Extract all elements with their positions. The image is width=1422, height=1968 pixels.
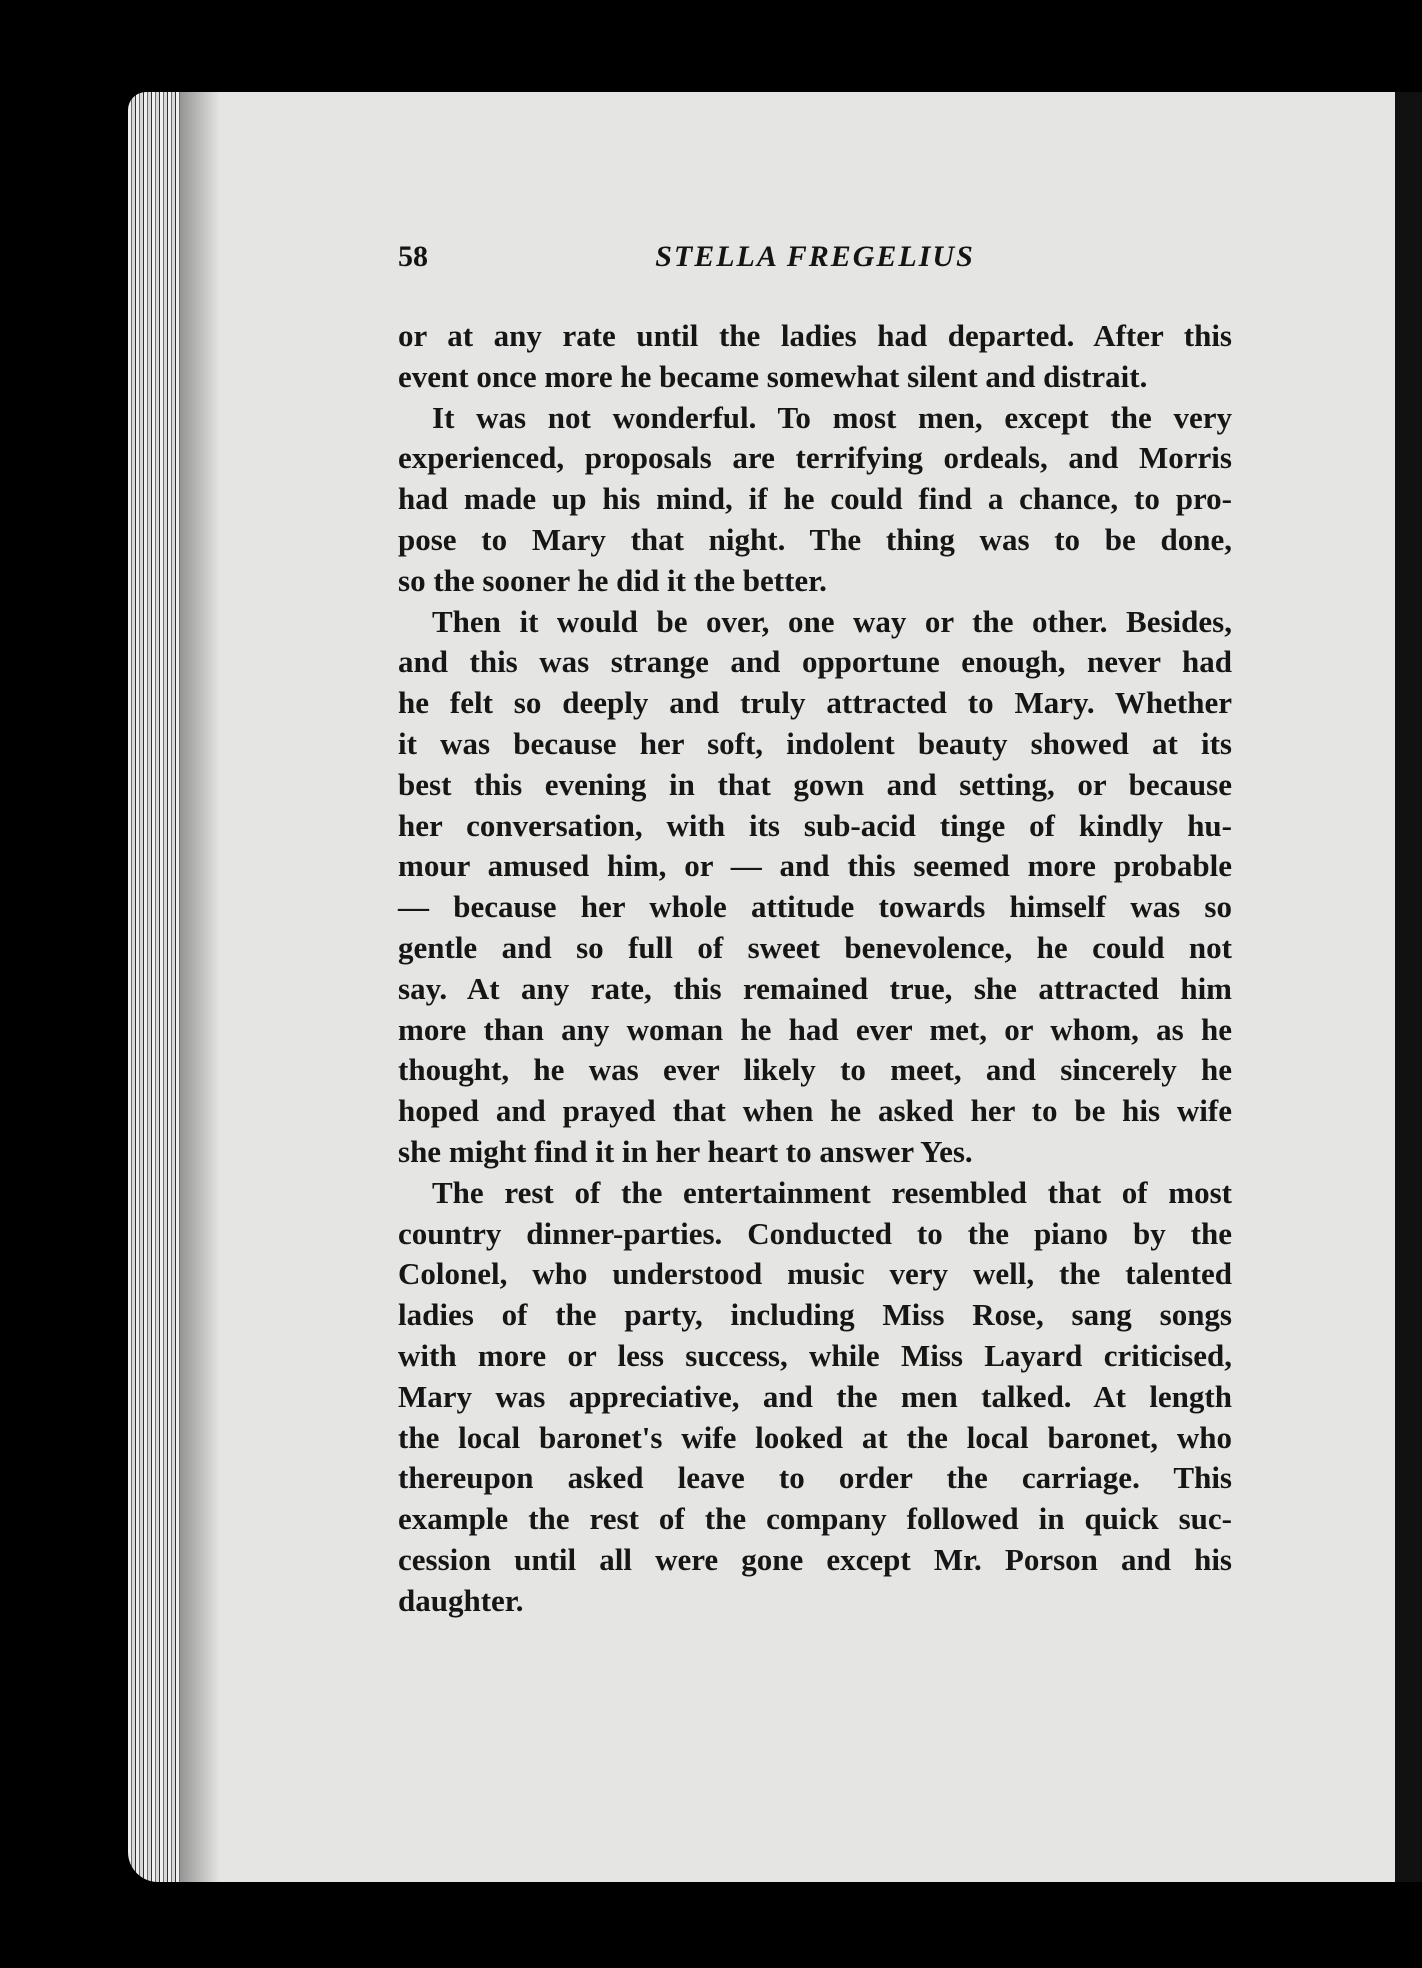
running-header [398, 240, 1232, 284]
text-line: best this evening in that gown and setting, or because [398, 766, 1232, 802]
text-line: Colonel, who understood music very well, the talented [398, 1256, 1232, 1292]
text-line: example the rest of the company followed in quick suc- [398, 1501, 1232, 1537]
text-line: it was because her soft, indolent beauty showed at its [398, 725, 1232, 761]
text-line: country dinner-parties. Conducted to the piano by the [398, 1215, 1232, 1251]
text-line: The rest of the entertainment resembled that of most [432, 1174, 1232, 1210]
text-line: and this was strange and opportune enough, never had [398, 644, 1232, 680]
text-line: mour amused him, or — and this seemed more probable [398, 848, 1232, 884]
text-line: hoped and prayed that when he asked her to be his wife [398, 1093, 1232, 1129]
text-line: with more or less success, while Miss Layard criticised, [398, 1337, 1232, 1373]
text-line: Then it would be over, one way or the other. Besides, [432, 603, 1232, 639]
text-line: or at any rate until the ladies had departed. After this [398, 318, 1232, 353]
text-line: say. At any rate, this remained true, she attracted him [398, 970, 1232, 1006]
text-line: thought, he was ever likely to meet, and sincerely he [398, 1052, 1232, 1088]
text-line: pose to Mary that night. The thing was to be done, [398, 521, 1232, 557]
text-line: so the sooner he did it the better. [398, 562, 827, 598]
text-line: — because her whole attitude towards himself was so [398, 889, 1232, 925]
text-line: experienced, proposals are terrifying ordeals, and Morris [398, 440, 1232, 476]
text-line: Mary was appreciative, and the men talked. At length [398, 1378, 1232, 1414]
text-line: she might find it in her heart to answer Yes. [398, 1133, 973, 1169]
body-text [398, 316, 1232, 1622]
text-line: cession until all were gone except Mr. Porson and his [398, 1541, 1232, 1577]
text-line: the local baronet's wife looked at the local baronet, who [398, 1419, 1232, 1455]
text-line: thereupon asked leave to order the carriage. This [398, 1460, 1232, 1496]
page-number: 58 [398, 240, 428, 273]
text-line: gentle and so full of sweet benevolence, he could not [398, 929, 1232, 965]
page-shadow [180, 92, 220, 1882]
text-line: more than any woman he had ever met, or whom, as he [398, 1011, 1232, 1047]
running-title: STELLA FREGELIUS [655, 240, 975, 273]
text-line: It was not wonderful. To most men, except the very [432, 399, 1232, 435]
text-line: event once more he became somewhat silent and distrait. [398, 358, 1148, 394]
text-line: he felt so deeply and truly attracted to Mary. Whether [398, 685, 1232, 721]
text-line: her conversation, with its sub-acid tinge of kindly hu- [398, 807, 1232, 843]
gutter [1395, 92, 1422, 1882]
text-line: ladies of the party, including Miss Rose, sang songs [398, 1297, 1232, 1333]
text-line: daughter. [398, 1582, 524, 1618]
text-line: had made up his mind, if he could find a chance, to pro- [398, 481, 1232, 517]
